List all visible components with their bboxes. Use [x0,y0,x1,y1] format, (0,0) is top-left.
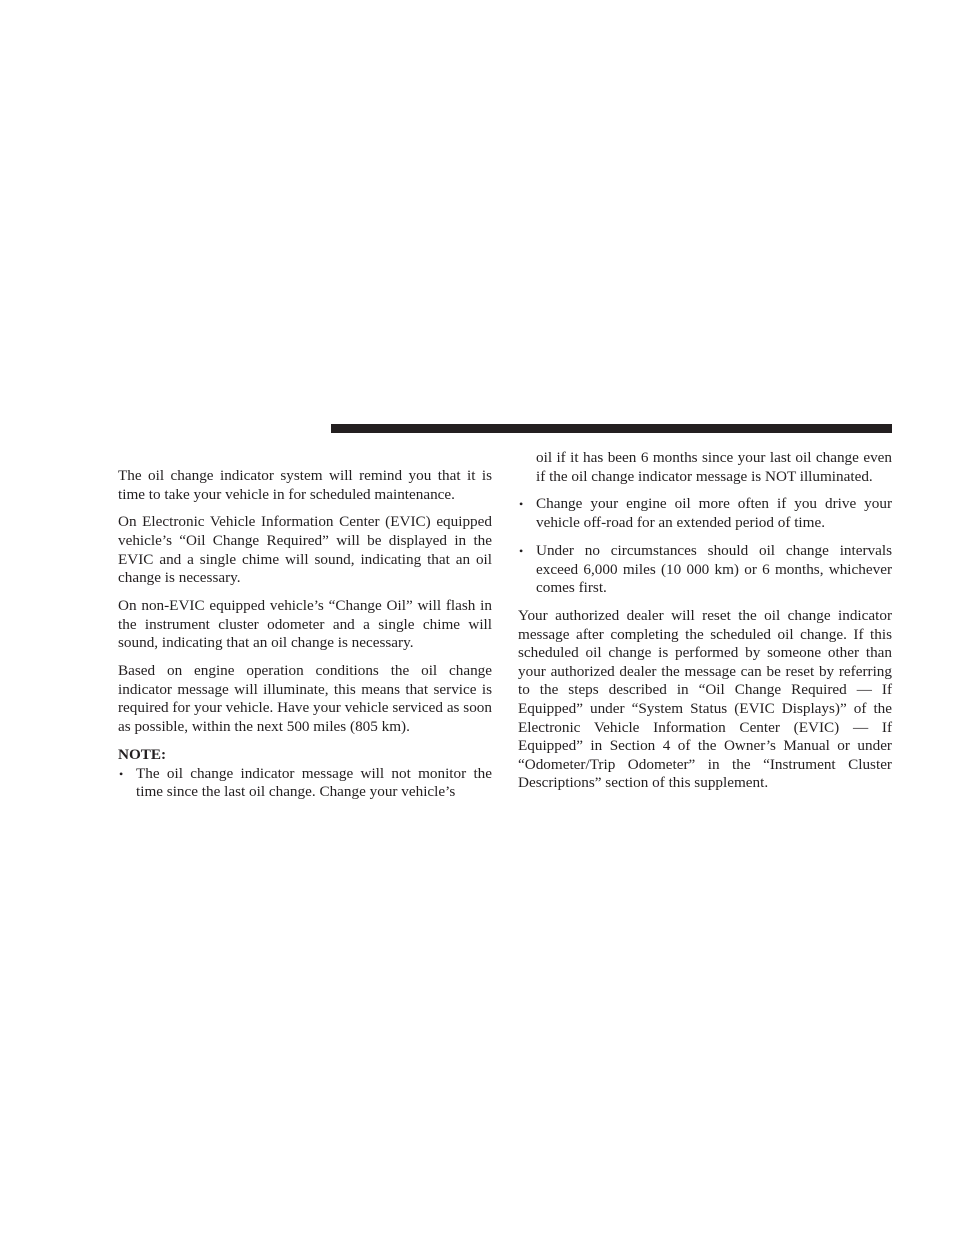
bullet-text-continued: oil if it has been 6 months since your last oil change even if the oil change indicator message is NOT illuminated. [536,449,892,485]
bullet-text: Under no circumstances should oil change intervals exceed 6,000 miles (10 000 km) or 6 months, whichever comes first. [536,541,892,597]
paragraph-service: Based on engine operation conditions the oil change indicator message will illuminate, this means that service is required for your vehicle. Have your vehicle serviced as soon as possible, within the next 500 miles (805 km). [118,662,492,736]
bullet-icon: • [519,497,524,512]
list-item [118,765,492,802]
left-column [118,467,492,811]
note-label: NOTE: [118,745,167,763]
section-header-rule [331,424,892,433]
paragraph-intro: The oil change indicator system will remind you that it is time to take your vehicle in for scheduled maintenance. [118,467,492,503]
list-item [518,542,892,598]
paragraph-reset: Your authorized dealer will reset the oil change indicator message after completing the scheduled oil change. If this scheduled oil change is performed by someone other than your authorized dealer the message can be reset by referring to the steps described in “Oil Change Required — If Equipped” under “System Status (EVIC Displays)” of the Electronic Vehicle Information Center (EVIC) — If Equipped” in Section 4 of the Owner’s Manual or under “Odometer/Trip Odometer” in the “Instrument Cluster Descriptions” section of this supplement. [518,607,892,792]
note-list-continued [518,495,892,597]
bullet-icon: • [119,766,124,781]
list-item [518,495,892,532]
bullet-icon: • [519,543,524,558]
right-column [518,449,892,802]
note-list [118,765,492,802]
bullet-text: The oil change indicator message will not monitor the time since the last oil change. Change your vehicle’s [136,764,492,801]
bullet-text: Change your engine oil more often if you drive your vehicle off-road for an extended period of time. [536,495,892,532]
paragraph-non-evic: On non-EVIC equipped vehicle’s “Change Oil” will flash in the instrument cluster odometer and a single chime will sound, indicating that an oil change is necessary. [118,597,492,652]
paragraph-evic: On Electronic Vehicle Information Center (EVIC) equipped vehicle’s “Oil Change Required” will be displayed in the EVIC and a single chime will sound, indicating that an oil change is necessary. [118,513,492,587]
